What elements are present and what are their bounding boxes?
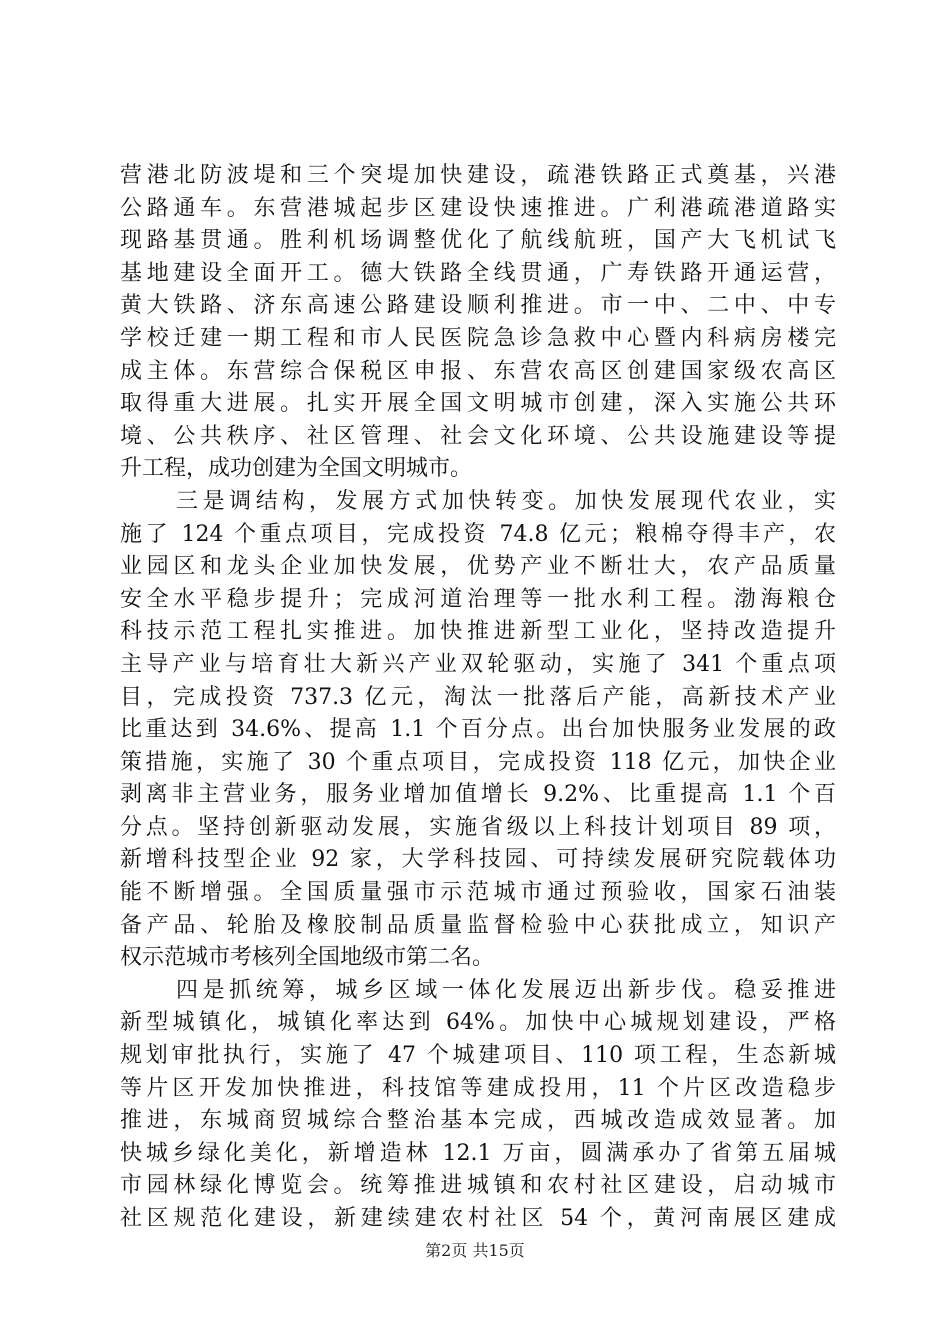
text-line: 成主体。东营综合保税区申报、东营农高区创建国家级农高区 [120, 358, 836, 384]
text-line: 能不断增强。全国质量强市示范城市通过预验收，国家石油装 [120, 880, 836, 906]
text-line: 分点。坚持创新驱动发展，实施省级以上科技计划项目 89 项， [120, 814, 836, 840]
paragraph-start-line: 四是抓统筹，城乡区域一体化发展迈出新步伐。稳妥推进 [176, 977, 836, 1003]
text-line: 黄大铁路、济东高速公路建设顺利推进。市一中、二中、中专 [120, 293, 836, 319]
text-line: 目，完成投资 737.3 亿元，淘汰一批落后产能，高新技术产业 [120, 684, 836, 710]
text-line: 剥离非主营业务，服务业增加值增长 9.2%、比重提高 1.1 个百 [120, 782, 836, 808]
text-line: 快城乡绿化美化，新增造林 12.1 万亩，圆满承办了省第五届城 [120, 1140, 836, 1166]
text-line: 现路基贯通。胜利机场调整优化了航线航班，国产大飞机试飞 [120, 228, 836, 254]
text-line: 比重达到 34.6%、提高 1.1 个百分点。出台加快服务业发展的政 [120, 717, 836, 743]
text-line: 权示范城市考核列全国地级市第二名。 [120, 945, 495, 971]
text-line: 市园林绿化博览会。统筹推进城镇和农村社区建设，启动城市 [120, 1173, 836, 1199]
page-number: 第2页 共15页 [425, 1241, 525, 1260]
text-line: 境、公共秩序、社区管理、社会文化环境、公共设施建设等提 [120, 423, 836, 449]
text-line: 推进，东城商贸城综合整治基本完成，西城改造成效显著。加 [120, 1108, 836, 1134]
text-line: 安全水平稳步提升；完成河道治理等一批水利工程。渤海粮仓 [120, 586, 836, 612]
text-line: 社区规范化建设，新建续建农村社区 54 个，黄河南展区建成 [120, 1206, 836, 1231]
text-line: 业园区和龙头企业加快发展，优势产业不断壮大，农产品质量 [120, 554, 836, 580]
page-footer [0, 1240, 950, 1262]
text-line: 取得重大进展。扎实开展全国文明城市创建，深入实施公共环 [120, 391, 836, 417]
text-line: 新型城镇化，城镇化率达到 64%。加快中心城规划建设，严格 [120, 1010, 836, 1036]
text-line: 等片区开发加快推进，科技馆等建成投用，11 个片区改造稳步 [120, 1075, 836, 1101]
text-line: 主导产业与培育壮大新兴产业双轮驱动，实施了 341 个重点项 [120, 651, 836, 677]
text-line: 学校迁建一期工程和市人民医院急诊急救中心暨内科病房楼完 [120, 325, 836, 351]
text-line: 新增科技型企业 92 家，大学科技园、可持续发展研究院载体功 [120, 847, 836, 873]
text-line: 营港北防波堤和三个突堤加快建设，疏港铁路正式奠基，兴港 [120, 163, 836, 188]
text-line: 施了 124 个重点项目，完成投资 74.8 亿元；粮棉夺得丰产，农 [120, 521, 836, 547]
text-line: 公路通车。东营港城起步区建设快速推进。广利港疏港道路实 [120, 195, 836, 221]
text-line: 基地建设全面开工。德大铁路全线贯通，广寿铁路开通运营， [120, 260, 836, 286]
document-body [120, 160, 836, 1236]
text-line: 规划审批执行，实施了 47 个城建项目、110 项工程，生态新城 [120, 1043, 836, 1069]
paragraph-start-line: 三是调结构，发展方式加快转变。加快发展现代农业，实 [176, 488, 836, 514]
text-line: 策措施，实施了 30 个重点项目，完成投资 118 亿元，加快企业 [120, 749, 836, 775]
text-line: 升工程，成功创建为全国文明城市。 [120, 456, 473, 482]
text-line: 科技示范工程扎实推进。加快推进新型工业化，坚持改造提升 [120, 619, 836, 645]
text-line: 备产品、轮胎及橡胶制品质量监督检验中心获批成立，知识产 [120, 912, 836, 938]
